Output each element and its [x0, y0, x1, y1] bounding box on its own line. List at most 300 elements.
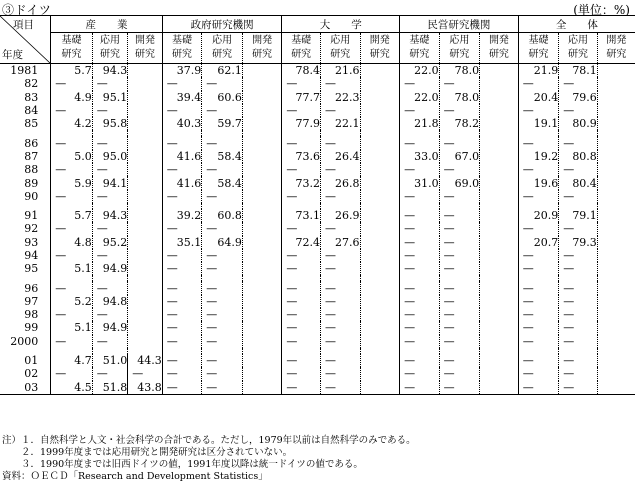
- value-cell: —: [282, 136, 321, 149]
- value-cell: 19.2: [518, 150, 559, 163]
- value-cell: —: [439, 321, 480, 334]
- value-cell: 44.3: [128, 354, 162, 367]
- footnotes: [2, 435, 416, 483]
- value-cell: 77.7: [282, 91, 321, 104]
- value-cell: —: [400, 354, 440, 367]
- year-cell: 91: [24, 209, 39, 223]
- value-cell: —: [202, 354, 243, 367]
- value-cell: —: [282, 262, 321, 275]
- value-cell: —: [400, 308, 440, 321]
- value-cell: 80.4: [559, 176, 598, 189]
- value-cell: —: [320, 295, 360, 308]
- value-cell: —: [162, 308, 202, 321]
- value-cell: [242, 308, 282, 321]
- value-cell: 41.6: [162, 150, 202, 163]
- value-cell: —: [92, 163, 127, 176]
- value-cell: —: [559, 367, 598, 380]
- value-cell: 4.8: [51, 236, 93, 249]
- corner-item-label: 項目: [13, 19, 34, 31]
- value-cell: —: [51, 190, 93, 203]
- value-cell: [597, 249, 635, 262]
- year-cell: 96: [24, 281, 39, 295]
- value-cell: —: [282, 249, 321, 262]
- value-cell: —: [400, 104, 440, 117]
- table-row: [0, 381, 635, 395]
- value-cell: 62.1: [202, 64, 243, 78]
- subcol-header-applied-research: 応用 研究: [439, 33, 480, 64]
- value-cell: —: [518, 335, 559, 348]
- value-cell: [360, 367, 400, 380]
- value-cell: [480, 295, 519, 308]
- value-cell: [360, 249, 400, 262]
- table-title: ③ドイツ: [2, 3, 52, 17]
- value-cell: 73.1: [282, 209, 321, 222]
- value-cell: —: [282, 104, 321, 117]
- value-cell: [242, 236, 282, 249]
- table-row: [0, 236, 635, 249]
- value-cell: [480, 176, 519, 189]
- group-header-university: 大 学: [282, 16, 400, 33]
- value-cell: [242, 150, 282, 163]
- value-cell: —: [162, 77, 202, 90]
- value-cell: 94.9: [92, 321, 127, 334]
- value-cell: [128, 163, 162, 176]
- value-cell: 58.4: [202, 176, 243, 189]
- subcol-header-development-research: 開発 研究: [360, 33, 400, 64]
- value-cell: —: [320, 354, 360, 367]
- value-cell: —: [202, 321, 243, 334]
- value-cell: 37.9: [162, 64, 202, 78]
- value-cell: 39.2: [162, 209, 202, 222]
- value-cell: —: [162, 281, 202, 294]
- table-row: [0, 321, 635, 334]
- value-cell: —: [400, 136, 440, 149]
- value-cell: 41.6: [162, 176, 202, 189]
- value-cell: [480, 209, 519, 222]
- year-cell: 02: [24, 367, 39, 381]
- value-cell: [360, 295, 400, 308]
- value-cell: [360, 176, 400, 189]
- value-cell: —: [439, 335, 480, 348]
- value-cell: —: [400, 281, 440, 294]
- value-cell: [480, 262, 519, 275]
- value-cell: 59.7: [202, 117, 243, 130]
- subcol-header-development-research: 開発 研究: [597, 33, 635, 64]
- value-cell: —: [282, 163, 321, 176]
- value-cell: [128, 209, 162, 222]
- value-cell: —: [518, 295, 559, 308]
- value-cell: [242, 295, 282, 308]
- subcol-header-basic-research: 基礎 研究: [518, 33, 559, 64]
- value-cell: —: [559, 136, 598, 149]
- value-cell: [480, 335, 519, 348]
- value-cell: —: [439, 222, 480, 235]
- value-cell: [360, 150, 400, 163]
- value-cell: 80.8: [559, 150, 598, 163]
- value-cell: —: [439, 163, 480, 176]
- value-cell: —: [400, 249, 440, 262]
- value-cell: —: [162, 381, 202, 395]
- value-cell: —: [162, 335, 202, 348]
- value-cell: —: [92, 335, 127, 348]
- value-cell: [242, 222, 282, 235]
- value-cell: [128, 262, 162, 275]
- value-cell: 21.6: [320, 64, 360, 78]
- value-cell: —: [202, 381, 243, 395]
- value-cell: 33.0: [400, 150, 440, 163]
- year-cell: 90: [24, 189, 39, 203]
- value-cell: [597, 222, 635, 235]
- value-cell: 35.1: [162, 236, 202, 249]
- value-cell: —: [559, 104, 598, 117]
- year-cell: 82: [24, 77, 39, 91]
- value-cell: —: [51, 308, 93, 321]
- value-cell: —: [400, 222, 440, 235]
- value-cell: —: [162, 262, 202, 275]
- value-cell: [242, 117, 282, 130]
- value-cell: [597, 262, 635, 275]
- value-cell: —: [559, 163, 598, 176]
- value-cell: 72.4: [282, 236, 321, 249]
- value-cell: —: [202, 308, 243, 321]
- value-cell: [128, 308, 162, 321]
- value-cell: [360, 308, 400, 321]
- value-cell: 5.9: [51, 176, 93, 189]
- value-cell: —: [439, 262, 480, 275]
- value-cell: 20.7: [518, 236, 559, 249]
- table-row: [0, 190, 635, 203]
- value-cell: —: [282, 295, 321, 308]
- value-cell: —: [92, 136, 127, 149]
- value-cell: [360, 335, 400, 348]
- value-cell: [597, 104, 635, 117]
- value-cell: —: [282, 367, 321, 380]
- value-cell: —: [439, 136, 480, 149]
- value-cell: —: [202, 77, 243, 90]
- value-cell: [597, 354, 635, 367]
- value-cell: 78.2: [439, 117, 480, 130]
- value-cell: 79.1: [559, 209, 598, 222]
- value-cell: [597, 176, 635, 189]
- value-cell: [360, 381, 400, 395]
- value-cell: 79.3: [559, 236, 598, 249]
- value-cell: [360, 64, 400, 78]
- year-cell: 01: [24, 354, 39, 368]
- value-cell: 51.8: [92, 381, 127, 395]
- value-cell: [597, 209, 635, 222]
- value-cell: [128, 176, 162, 189]
- value-cell: —: [439, 77, 480, 90]
- value-cell: [480, 163, 519, 176]
- value-cell: —: [518, 222, 559, 235]
- value-cell: [360, 321, 400, 334]
- value-cell: [128, 222, 162, 235]
- value-cell: [242, 249, 282, 262]
- value-cell: —: [92, 281, 127, 294]
- table-row: [0, 295, 635, 308]
- value-cell: [480, 321, 519, 334]
- subcol-header-applied-research: 応用 研究: [202, 33, 243, 64]
- value-cell: —: [282, 335, 321, 348]
- value-cell: —: [439, 236, 480, 249]
- value-cell: —: [51, 367, 93, 380]
- value-cell: 4.9: [51, 91, 93, 104]
- value-cell: —: [559, 222, 598, 235]
- value-cell: —: [400, 163, 440, 176]
- value-cell: —: [128, 367, 162, 380]
- year-cell: 95: [24, 262, 39, 276]
- value-cell: 94.1: [92, 176, 127, 189]
- year-cell: 85: [24, 117, 39, 131]
- year-cell: 97: [24, 294, 39, 308]
- value-cell: —: [282, 354, 321, 367]
- source-note: 資料：ＯＥＣＤ「Research and Development Statistics」: [2, 471, 268, 482]
- table-row: [0, 209, 635, 222]
- value-cell: —: [202, 295, 243, 308]
- value-cell: 77.9: [282, 117, 321, 130]
- value-cell: —: [559, 335, 598, 348]
- value-cell: 95.8: [92, 117, 127, 130]
- value-cell: 73.6: [282, 150, 321, 163]
- subcol-header-development-research: 開発 研究: [480, 33, 519, 64]
- year-cell: 1981: [10, 64, 39, 78]
- value-cell: —: [559, 321, 598, 334]
- value-cell: —: [202, 163, 243, 176]
- value-cell: [242, 381, 282, 395]
- value-cell: —: [439, 209, 480, 222]
- value-cell: —: [518, 163, 559, 176]
- value-cell: 79.6: [559, 91, 598, 104]
- subcol-header-development-research: 開発 研究: [128, 33, 162, 64]
- unit-label: (単位：%): [573, 3, 630, 17]
- value-cell: 58.4: [202, 150, 243, 163]
- value-cell: 5.7: [51, 209, 93, 222]
- table-row: [0, 77, 635, 90]
- value-cell: 60.6: [202, 91, 243, 104]
- value-cell: —: [518, 381, 559, 395]
- table-row: [0, 64, 635, 78]
- value-cell: 4.7: [51, 354, 93, 367]
- table-row: [0, 354, 635, 367]
- value-cell: 19.1: [518, 117, 559, 130]
- value-cell: 27.6: [320, 236, 360, 249]
- value-cell: [480, 64, 519, 78]
- value-cell: 73.2: [282, 176, 321, 189]
- value-cell: —: [92, 104, 127, 117]
- corner-header: [0, 16, 51, 64]
- value-cell: [480, 150, 519, 163]
- value-cell: —: [202, 367, 243, 380]
- year-cell: 2000: [10, 334, 39, 348]
- value-cell: [360, 117, 400, 130]
- value-cell: [360, 354, 400, 367]
- value-cell: 67.0: [439, 150, 480, 163]
- value-cell: [128, 295, 162, 308]
- value-cell: 94.3: [92, 209, 127, 222]
- value-cell: [242, 335, 282, 348]
- value-cell: —: [518, 321, 559, 334]
- value-cell: —: [282, 77, 321, 90]
- value-cell: —: [282, 381, 321, 395]
- value-cell: —: [51, 136, 93, 149]
- value-cell: —: [400, 262, 440, 275]
- group-header-private: 民営研究機関: [400, 16, 519, 33]
- value-cell: 78.1: [559, 64, 598, 78]
- value-cell: [242, 77, 282, 90]
- value-cell: —: [439, 281, 480, 294]
- value-cell: [597, 150, 635, 163]
- value-cell: —: [320, 321, 360, 334]
- value-cell: [242, 209, 282, 222]
- value-cell: [597, 236, 635, 249]
- value-cell: —: [51, 249, 93, 262]
- value-cell: —: [518, 136, 559, 149]
- value-cell: [360, 236, 400, 249]
- value-cell: —: [518, 104, 559, 117]
- value-cell: [480, 117, 519, 130]
- value-cell: [360, 190, 400, 203]
- value-cell: [597, 91, 635, 104]
- year-cell: 94: [24, 249, 39, 262]
- value-cell: [128, 91, 162, 104]
- table-row: [0, 281, 635, 294]
- subcol-header-basic-research: 基礎 研究: [400, 33, 440, 64]
- group-header-total: 全 体: [518, 16, 635, 33]
- value-cell: —: [439, 381, 480, 395]
- value-cell: [597, 295, 635, 308]
- value-cell: [242, 91, 282, 104]
- value-cell: [360, 163, 400, 176]
- year-cell: 93: [24, 235, 39, 249]
- value-cell: —: [202, 222, 243, 235]
- value-cell: —: [51, 335, 93, 348]
- value-cell: —: [51, 104, 93, 117]
- value-cell: —: [92, 249, 127, 262]
- value-cell: 94.3: [92, 64, 127, 78]
- value-cell: [128, 136, 162, 149]
- value-cell: 78.0: [439, 91, 480, 104]
- value-cell: [597, 64, 635, 78]
- corner-year-label: 年度: [2, 49, 23, 61]
- value-cell: 4.5: [51, 381, 93, 395]
- value-cell: 69.0: [439, 176, 480, 189]
- subcol-header-basic-research: 基礎 研究: [282, 33, 321, 64]
- value-cell: [128, 64, 162, 78]
- value-cell: [242, 64, 282, 78]
- value-cell: [597, 381, 635, 395]
- value-cell: —: [282, 321, 321, 334]
- year-cell: 92: [24, 222, 39, 236]
- value-cell: [480, 236, 519, 249]
- subcol-header-basic-research: 基礎 研究: [51, 33, 93, 64]
- value-cell: [597, 117, 635, 130]
- value-cell: [242, 190, 282, 203]
- value-cell: [242, 262, 282, 275]
- value-cell: [597, 335, 635, 348]
- value-cell: [128, 190, 162, 203]
- subcol-header-applied-research: 応用 研究: [559, 33, 598, 64]
- subcol-header-applied-research: 応用 研究: [320, 33, 360, 64]
- value-cell: 40.3: [162, 117, 202, 130]
- value-cell: [242, 176, 282, 189]
- table-row: [0, 249, 635, 262]
- value-cell: 80.9: [559, 117, 598, 130]
- value-cell: —: [92, 367, 127, 380]
- value-cell: [480, 77, 519, 90]
- value-cell: 20.9: [518, 209, 559, 222]
- value-cell: —: [202, 335, 243, 348]
- table-row: [0, 163, 635, 176]
- value-cell: [128, 281, 162, 294]
- value-cell: [480, 222, 519, 235]
- table-row: [0, 367, 635, 380]
- value-cell: —: [320, 104, 360, 117]
- value-cell: 95.2: [92, 236, 127, 249]
- value-cell: —: [202, 281, 243, 294]
- value-cell: [480, 190, 519, 203]
- value-cell: [242, 163, 282, 176]
- year-cell: 89: [24, 176, 39, 190]
- year-cell: 88: [24, 163, 39, 177]
- value-cell: 60.8: [202, 209, 243, 222]
- value-cell: [597, 136, 635, 149]
- table-row: [0, 222, 635, 235]
- value-cell: 22.3: [320, 91, 360, 104]
- table-row: [0, 91, 635, 104]
- value-cell: 26.4: [320, 150, 360, 163]
- value-cell: —: [162, 367, 202, 380]
- value-cell: —: [92, 77, 127, 90]
- value-cell: —: [559, 249, 598, 262]
- value-cell: —: [439, 104, 480, 117]
- value-cell: —: [320, 222, 360, 235]
- value-cell: —: [162, 222, 202, 235]
- value-cell: —: [559, 381, 598, 395]
- value-cell: [360, 104, 400, 117]
- value-cell: 26.8: [320, 176, 360, 189]
- value-cell: 78.0: [439, 64, 480, 78]
- value-cell: [128, 104, 162, 117]
- value-cell: —: [320, 308, 360, 321]
- value-cell: —: [202, 262, 243, 275]
- value-cell: —: [400, 295, 440, 308]
- value-cell: 39.4: [162, 91, 202, 104]
- subcol-header-applied-research: 応用 研究: [92, 33, 127, 64]
- value-cell: —: [518, 190, 559, 203]
- value-cell: [480, 367, 519, 380]
- value-cell: [360, 77, 400, 90]
- table-row: [0, 136, 635, 149]
- value-cell: [128, 249, 162, 262]
- table-row: [0, 176, 635, 189]
- value-cell: —: [400, 335, 440, 348]
- value-cell: 51.0: [92, 354, 127, 367]
- value-cell: [480, 91, 519, 104]
- value-cell: 22.0: [400, 64, 440, 78]
- value-cell: 95.0: [92, 150, 127, 163]
- value-cell: 21.9: [518, 64, 559, 78]
- value-cell: [242, 321, 282, 334]
- value-cell: [128, 335, 162, 348]
- value-cell: —: [320, 163, 360, 176]
- value-cell: [480, 281, 519, 294]
- value-cell: —: [202, 249, 243, 262]
- value-cell: —: [202, 190, 243, 203]
- value-cell: —: [202, 104, 243, 117]
- value-cell: —: [162, 295, 202, 308]
- subcol-header-development-research: 開発 研究: [242, 33, 282, 64]
- value-cell: [597, 190, 635, 203]
